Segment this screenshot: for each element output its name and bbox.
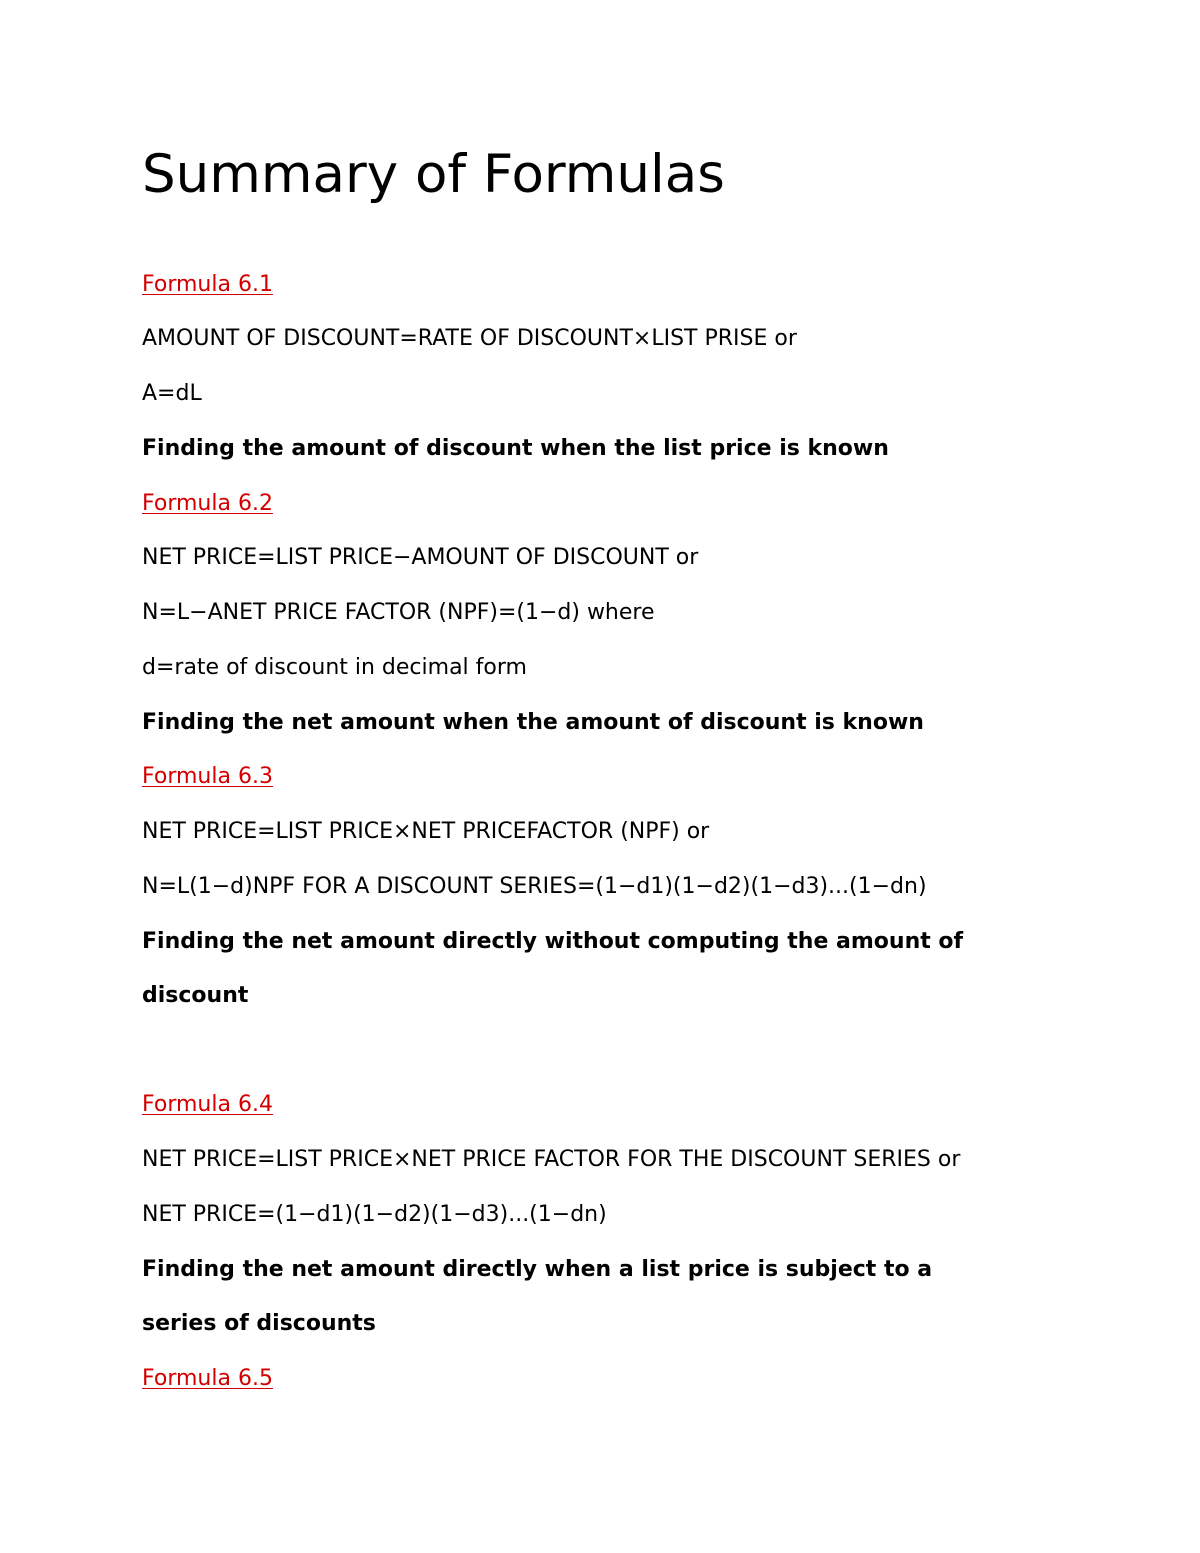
formula-6-3-caption-line-2: discount <box>142 983 249 1008</box>
formula-6-1-caption: Finding the amount of discount when the list price is known <box>142 436 889 461</box>
formula-6-4-line-2: NET PRICE=(1−d1)(1−d2)(1−d3)...(1−dn) <box>142 1202 607 1227</box>
formula-6-3-link[interactable]: Formula 6.3 <box>142 764 273 789</box>
formula-6-2-link[interactable]: Formula 6.2 <box>142 491 273 516</box>
formula-6-4-link[interactable]: Formula 6.4 <box>142 1092 273 1117</box>
formula-6-4-caption-line-1: Finding the net amount directly when a list price is subject to a <box>142 1257 933 1282</box>
page-title: Summary of Formulas <box>142 144 725 205</box>
formula-6-4-caption-line-2: series of discounts <box>142 1311 376 1336</box>
formula-6-5-link[interactable]: Formula 6.5 <box>142 1366 273 1391</box>
formula-6-2-caption: Finding the net amount when the amount of discount is known <box>142 710 924 735</box>
formula-6-1-line-2: A=dL <box>142 381 202 406</box>
formula-6-4-line-1: NET PRICE=LIST PRICE×NET PRICE FACTOR FOR THE DISCOUNT SERIES or <box>142 1147 961 1172</box>
formula-6-3-caption-line-1: Finding the net amount directly without computing the amount of <box>142 929 964 954</box>
formula-6-2-line-2: N=L−ANET PRICE FACTOR (NPF)=(1−d) where <box>142 600 655 625</box>
formula-6-3-line-2: N=L(1−d)NPF FOR A DISCOUNT SERIES=(1−d1)(1−d2)(1−d3)...(1−dn) <box>142 874 927 899</box>
formula-6-3-line-1: NET PRICE=LIST PRICE×NET PRICEFACTOR (NPF) or <box>142 819 710 844</box>
formula-6-1-link[interactable]: Formula 6.1 <box>142 272 273 297</box>
formula-6-2-line-1: NET PRICE=LIST PRICE−AMOUNT OF DISCOUNT or <box>142 545 699 570</box>
formula-6-2-line-3: d=rate of discount in decimal form <box>142 655 527 680</box>
formula-6-1-line-1: AMOUNT OF DISCOUNT=RATE OF DISCOUNT×LIST PRISE or <box>142 326 797 351</box>
